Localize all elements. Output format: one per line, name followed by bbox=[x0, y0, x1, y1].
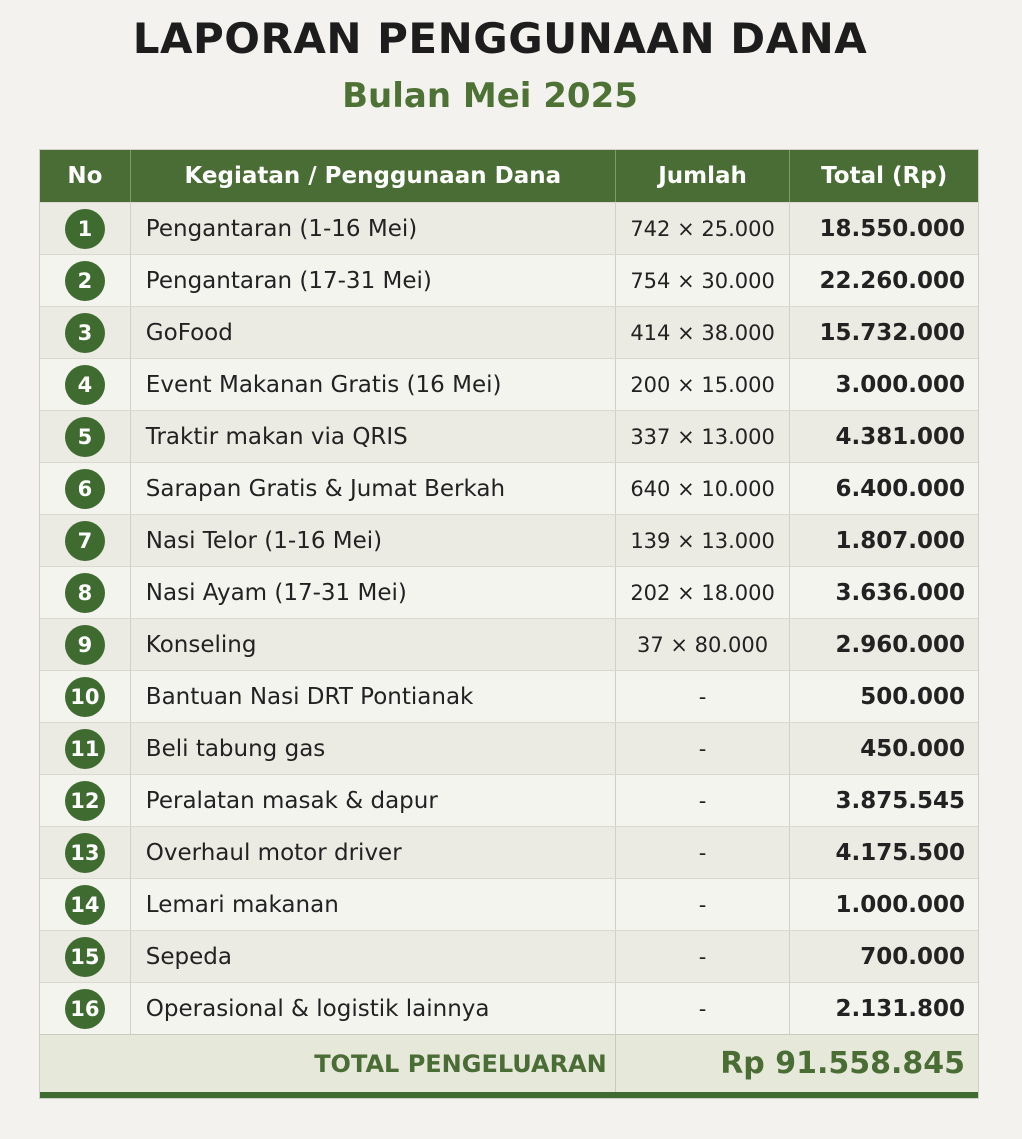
row-number-badge: 2 bbox=[65, 261, 105, 301]
row-jumlah: - bbox=[616, 879, 791, 930]
row-number-cell bbox=[40, 307, 131, 358]
row-total: 2.960.000 bbox=[835, 631, 965, 658]
row-jumlah: - bbox=[616, 931, 791, 982]
row-number-cell bbox=[40, 255, 131, 306]
row-number-badge: 11 bbox=[65, 729, 105, 769]
row-number-cell bbox=[40, 879, 131, 930]
row-number-cell bbox=[40, 827, 131, 878]
row-total: 6.400.000 bbox=[835, 475, 965, 502]
table-row bbox=[40, 358, 978, 410]
row-total: 2.131.800 bbox=[835, 995, 965, 1022]
row-jumlah: 37 × 80.000 bbox=[616, 619, 791, 670]
row-number-badge: 6 bbox=[65, 469, 105, 509]
row-jumlah: 202 × 18.000 bbox=[616, 567, 791, 618]
row-number-cell bbox=[40, 723, 131, 774]
row-number-badge: 13 bbox=[65, 833, 105, 873]
row-number-cell bbox=[40, 619, 131, 670]
row-total: 3.636.000 bbox=[835, 579, 965, 606]
row-jumlah: 200 × 15.000 bbox=[616, 359, 791, 410]
row-number-cell bbox=[40, 775, 131, 826]
row-number-cell bbox=[40, 515, 131, 566]
row-number-badge: 12 bbox=[65, 781, 105, 821]
table-row bbox=[40, 410, 978, 462]
row-kegiatan: Lemari makanan bbox=[131, 879, 616, 930]
row-kegiatan: Sarapan Gratis & Jumat Berkah bbox=[131, 463, 616, 514]
total-value: Rp 91.558.845 bbox=[720, 1046, 965, 1081]
table-row bbox=[40, 878, 978, 930]
page-subtitle: Bulan Mei 2025 bbox=[342, 76, 638, 116]
row-jumlah: - bbox=[616, 827, 791, 878]
row-total: 3.000.000 bbox=[835, 371, 965, 398]
row-number-badge: 16 bbox=[65, 989, 105, 1029]
table-row bbox=[40, 618, 978, 670]
row-total: 22.260.000 bbox=[819, 267, 965, 294]
row-kegiatan: GoFood bbox=[131, 307, 616, 358]
row-number-badge: 9 bbox=[65, 625, 105, 665]
row-number-badge: 15 bbox=[65, 937, 105, 977]
table-row bbox=[40, 930, 978, 982]
row-number-badge: 1 bbox=[65, 209, 105, 249]
row-kegiatan: Peralatan masak & dapur bbox=[131, 775, 616, 826]
row-jumlah: - bbox=[616, 723, 791, 774]
row-number-badge: 14 bbox=[65, 885, 105, 925]
row-jumlah: 139 × 13.000 bbox=[616, 515, 791, 566]
row-number-cell bbox=[40, 983, 131, 1034]
table-row bbox=[40, 462, 978, 514]
row-jumlah: - bbox=[616, 983, 791, 1034]
row-number-cell bbox=[40, 567, 131, 618]
table-body bbox=[40, 202, 978, 1034]
row-number-cell bbox=[40, 411, 131, 462]
row-total: 15.732.000 bbox=[819, 319, 965, 346]
total-row bbox=[40, 1034, 978, 1092]
table-row bbox=[40, 254, 978, 306]
header-kegiatan: Kegiatan / Penggunaan Dana bbox=[131, 150, 616, 202]
table-row bbox=[40, 670, 978, 722]
row-kegiatan: Overhaul motor driver bbox=[131, 827, 616, 878]
row-number-badge: 8 bbox=[65, 573, 105, 613]
table-row bbox=[40, 306, 978, 358]
row-number-badge: 7 bbox=[65, 521, 105, 561]
table-row bbox=[40, 722, 978, 774]
row-jumlah: - bbox=[616, 775, 791, 826]
row-kegiatan: Bantuan Nasi DRT Pontianak bbox=[131, 671, 616, 722]
row-kegiatan: Event Makanan Gratis (16 Mei) bbox=[131, 359, 616, 410]
row-jumlah: 337 × 13.000 bbox=[616, 411, 791, 462]
row-number-cell bbox=[40, 359, 131, 410]
row-kegiatan: Operasional & logistik lainnya bbox=[131, 983, 616, 1034]
row-total: 4.175.500 bbox=[835, 839, 965, 866]
row-kegiatan: Beli tabung gas bbox=[131, 723, 616, 774]
row-total: 1.000.000 bbox=[835, 891, 965, 918]
row-kegiatan: Pengantaran (1-16 Mei) bbox=[131, 203, 616, 254]
row-kegiatan: Nasi Telor (1-16 Mei) bbox=[131, 515, 616, 566]
row-jumlah: 640 × 10.000 bbox=[616, 463, 791, 514]
expense-table bbox=[39, 149, 979, 1099]
row-total: 18.550.000 bbox=[819, 215, 965, 242]
table-row bbox=[40, 566, 978, 618]
row-number-badge: 4 bbox=[65, 365, 105, 405]
table-row bbox=[40, 514, 978, 566]
table-row bbox=[40, 774, 978, 826]
row-total: 4.381.000 bbox=[835, 423, 965, 450]
row-kegiatan: Konseling bbox=[131, 619, 616, 670]
row-jumlah: 754 × 30.000 bbox=[616, 255, 791, 306]
header-total: Total (Rp) bbox=[821, 163, 948, 189]
table-row bbox=[40, 202, 978, 254]
row-total: 1.807.000 bbox=[835, 527, 965, 554]
total-label: TOTAL PENGELUARAN bbox=[40, 1035, 616, 1092]
row-number-badge: 5 bbox=[65, 417, 105, 457]
row-total: 700.000 bbox=[860, 943, 965, 970]
row-jumlah: - bbox=[616, 671, 791, 722]
row-number-badge: 3 bbox=[65, 313, 105, 353]
table-row bbox=[40, 982, 978, 1034]
row-jumlah: 414 × 38.000 bbox=[616, 307, 791, 358]
row-number-cell bbox=[40, 463, 131, 514]
row-number-cell bbox=[40, 931, 131, 982]
row-number-cell bbox=[40, 671, 131, 722]
row-total: 500.000 bbox=[860, 683, 965, 710]
row-kegiatan: Pengantaran (17-31 Mei) bbox=[131, 255, 616, 306]
bottom-bar bbox=[40, 1092, 978, 1098]
row-number-badge: 10 bbox=[65, 677, 105, 717]
table-header bbox=[40, 150, 978, 202]
row-total: 450.000 bbox=[860, 735, 965, 762]
row-jumlah: 742 × 25.000 bbox=[616, 203, 791, 254]
header-jumlah: Jumlah bbox=[616, 150, 791, 202]
header-no: No bbox=[40, 150, 131, 202]
row-kegiatan: Nasi Ayam (17-31 Mei) bbox=[131, 567, 616, 618]
page-title: LAPORAN PENGGUNAAN DANA bbox=[132, 14, 868, 63]
row-kegiatan: Traktir makan via QRIS bbox=[131, 411, 616, 462]
row-total: 3.875.545 bbox=[835, 787, 965, 814]
row-kegiatan: Sepeda bbox=[131, 931, 616, 982]
table-row bbox=[40, 826, 978, 878]
row-number-cell bbox=[40, 203, 131, 254]
